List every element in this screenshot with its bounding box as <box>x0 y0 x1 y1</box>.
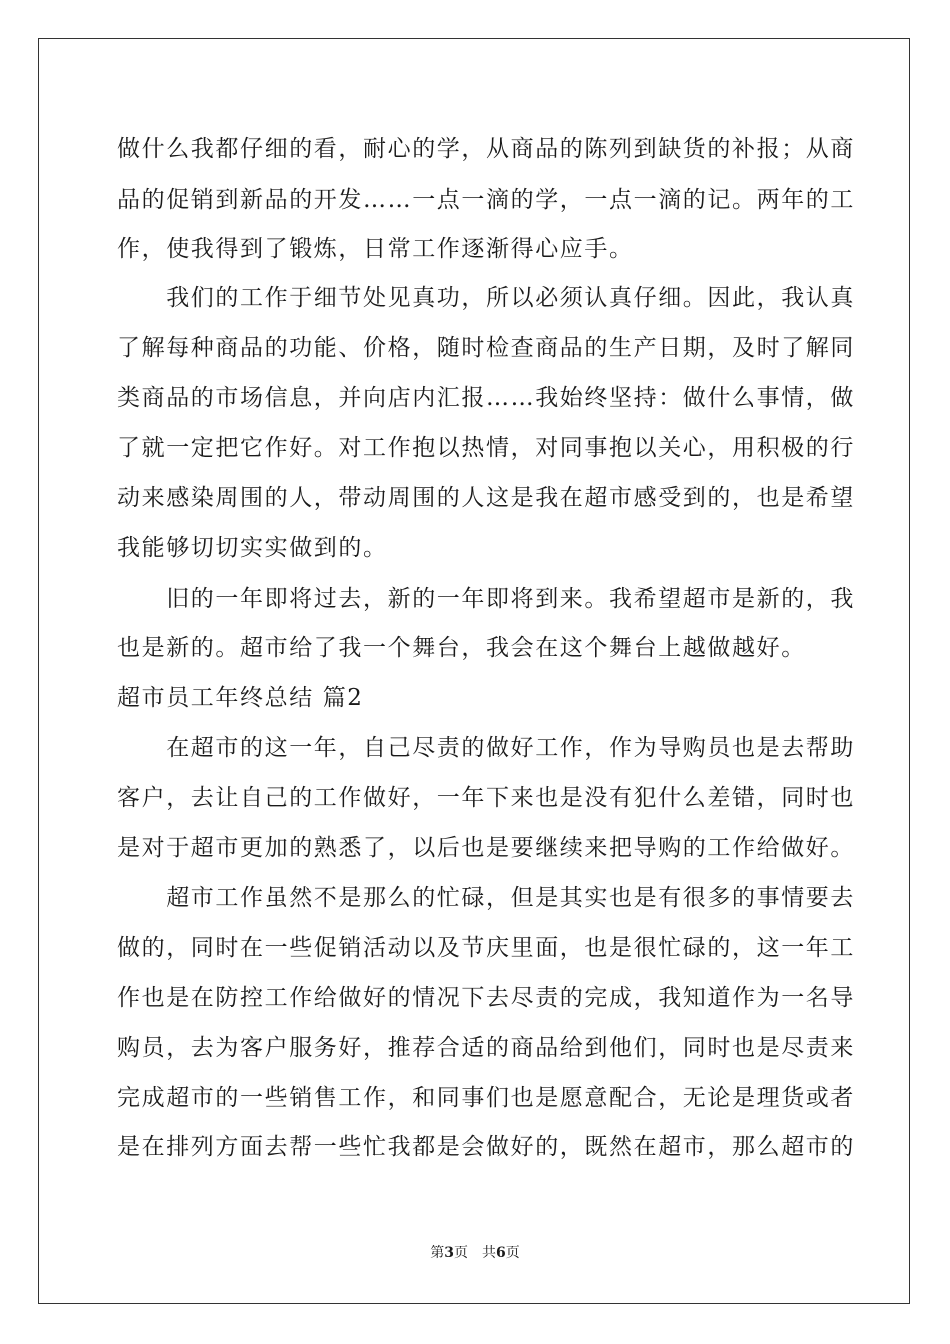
text-line: 旧的一年即将过去，新的一年即将到来。我希望超市是新的，我 <box>117 586 855 612</box>
page-footer <box>0 1244 950 1262</box>
text-line: 了解每种商品的功能、价格，随时检查商品的生产日期，及时了解同 <box>117 335 855 361</box>
text-line: 做什么我都仔细的看，耐心的学，从商品的陈列到缺货的补报；从商 <box>117 136 855 162</box>
text-line: 我能够切切实实做到的。 <box>117 535 388 561</box>
section-heading: 超市员工年终总结 篇2 <box>117 685 364 711</box>
text-line: 做的，同时在一些促销活动以及节庆里面，也是很忙碌的，这一年工 <box>117 935 855 961</box>
text-line: 完成超市的一些销售工作，和同事们也是愿意配合，无论是理货或者 <box>117 1085 855 1111</box>
text-line: 客户，去让自己的工作做好，一年下来也是没有犯什么差错，同时也 <box>117 785 855 811</box>
text-line: 购员，去为客户服务好，推荐合适的商品给到他们，同时也是尽责来 <box>117 1035 855 1061</box>
text-line: 作也是在防控工作给做好的情况下去尽责的完成，我知道作为一名导 <box>117 985 855 1011</box>
text-line: 超市工作虽然不是那么的忙碌，但是其实也是有很多的事情要去 <box>117 885 855 911</box>
text-line: 是对于超市更加的熟悉了，以后也是要继续来把导购的工作给做好。 <box>117 835 855 861</box>
text-line: 动来感染周围的人，带动周围的人这是我在超市感受到的，也是希望 <box>117 485 855 511</box>
text-line: 是在排列方面去帮一些忙我都是会做好的，既然在超市，那么超市的 <box>117 1134 855 1160</box>
text-line: 类商品的市场信息，并向店内汇报……我始终坚持：做什么事情，做 <box>117 385 855 411</box>
text-line: 作，使我得到了锻炼，日常工作逐渐得心应手。 <box>117 236 634 262</box>
page-prefix: 第 <box>430 1245 445 1261</box>
text-line: 品的促销到新品的开发……一点一滴的学，一点一滴的记。两年的工 <box>117 187 855 213</box>
text-line: 了就一定把它作好。对工作抱以热情，对同事抱以关心，用积极的行 <box>117 435 855 461</box>
text-line: 我们的工作于细节处见真功，所以必须认真仔细。因此，我认真 <box>117 285 855 311</box>
page-suffix: 页 <box>505 1245 520 1261</box>
text-line: 在超市的这一年，自己尽责的做好工作，作为导购员也是去帮助 <box>117 735 855 761</box>
page-total-number: 6 <box>496 1245 506 1261</box>
page-current-number: 3 <box>444 1245 454 1261</box>
text-line: 也是新的。超市给了我一个舞台，我会在这个舞台上越做越好。 <box>117 635 806 661</box>
page-mid: 页 共 <box>454 1245 496 1261</box>
page-border <box>38 38 910 1304</box>
